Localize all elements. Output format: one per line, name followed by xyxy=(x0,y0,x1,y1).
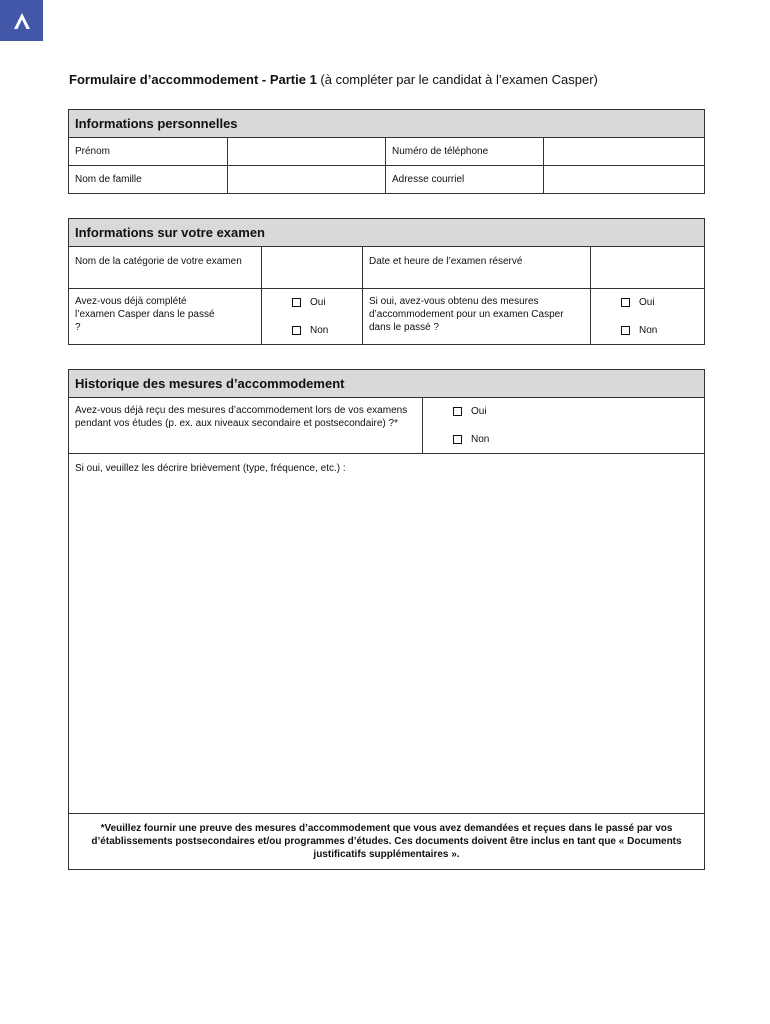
history-oui-option[interactable] xyxy=(453,404,704,418)
history-oui-label: Oui xyxy=(471,405,487,417)
title-rest: (à compléter par le candidat à l’examen Casper) xyxy=(316,72,598,87)
title-bold: Formulaire d’accommodement - Partie 1 xyxy=(69,72,317,87)
label-prenom: Prénom xyxy=(69,138,228,166)
input-courriel[interactable] xyxy=(544,166,705,194)
q1-options xyxy=(262,289,363,345)
q2-non-option[interactable] xyxy=(621,323,704,337)
label-history-question: Avez-vous déjà reçu des mesures d’accommodement lors de vos examens pendant vos études (p. ex. aux niveaux secondaire et postsecondaire) ?* xyxy=(69,398,423,454)
label-q1: Avez-vous déjà complété l’examen Casper dans le passé ? xyxy=(69,289,262,345)
checkbox-icon[interactable] xyxy=(453,407,462,416)
label-date: Date et heure de l’examen réservé xyxy=(363,247,591,289)
history-non-label: Non xyxy=(471,433,490,445)
input-telephone[interactable] xyxy=(544,138,705,166)
checkbox-icon[interactable] xyxy=(453,435,462,444)
document-title xyxy=(69,72,598,87)
brand-logo xyxy=(0,0,43,41)
label-nom: Nom de famille xyxy=(69,166,228,194)
input-nom[interactable] xyxy=(228,166,386,194)
section-header-history: Historique des mesures d’accommodement xyxy=(69,370,705,398)
checkbox-icon[interactable] xyxy=(292,326,301,335)
history-options xyxy=(423,398,705,454)
q1-non-label: Non xyxy=(310,324,329,336)
label-describe: Si oui, veuillez les décrire brièvement (type, fréquence, etc.) : xyxy=(75,463,346,474)
label-categorie: Nom de la catégorie de votre examen xyxy=(69,247,262,289)
q2-oui-option[interactable] xyxy=(621,295,704,309)
q1-oui-label: Oui xyxy=(310,296,326,308)
description-area[interactable] xyxy=(69,454,705,814)
q2-options xyxy=(591,289,705,345)
section-header-personal: Informations personnelles xyxy=(69,110,705,138)
checkbox-icon[interactable] xyxy=(621,298,630,307)
label-courriel: Adresse courriel xyxy=(386,166,544,194)
q1-non-option[interactable] xyxy=(292,323,362,337)
section-header-exam: Informations sur votre examen xyxy=(69,219,705,247)
q2-oui-label: Oui xyxy=(639,296,655,308)
label-q2: Si oui, avez-vous obtenu des mesures d’accommodement pour un examen Casper dans le passé ? xyxy=(363,289,591,345)
accommodation-history-table xyxy=(68,369,705,870)
q1-oui-option[interactable] xyxy=(292,295,362,309)
a-logo-icon xyxy=(12,11,32,31)
history-non-option[interactable] xyxy=(453,432,704,446)
input-categorie[interactable] xyxy=(262,247,363,289)
input-date[interactable] xyxy=(591,247,705,289)
input-prenom[interactable] xyxy=(228,138,386,166)
footnote: *Veuillez fournir une preuve des mesures d’accommodement que vous avez demandées et reçues dans le passé par vos d’établissements postsecondaires et/ou programmes d’études. Ces documents doivent être inclus en tant que « Documents justificatifs supplémentaires ». xyxy=(69,814,705,870)
checkbox-icon[interactable] xyxy=(292,298,301,307)
personal-info-table xyxy=(68,109,705,194)
label-telephone: Numéro de téléphone xyxy=(386,138,544,166)
exam-info-table xyxy=(68,218,705,345)
q2-non-label: Non xyxy=(639,324,658,336)
checkbox-icon[interactable] xyxy=(621,326,630,335)
